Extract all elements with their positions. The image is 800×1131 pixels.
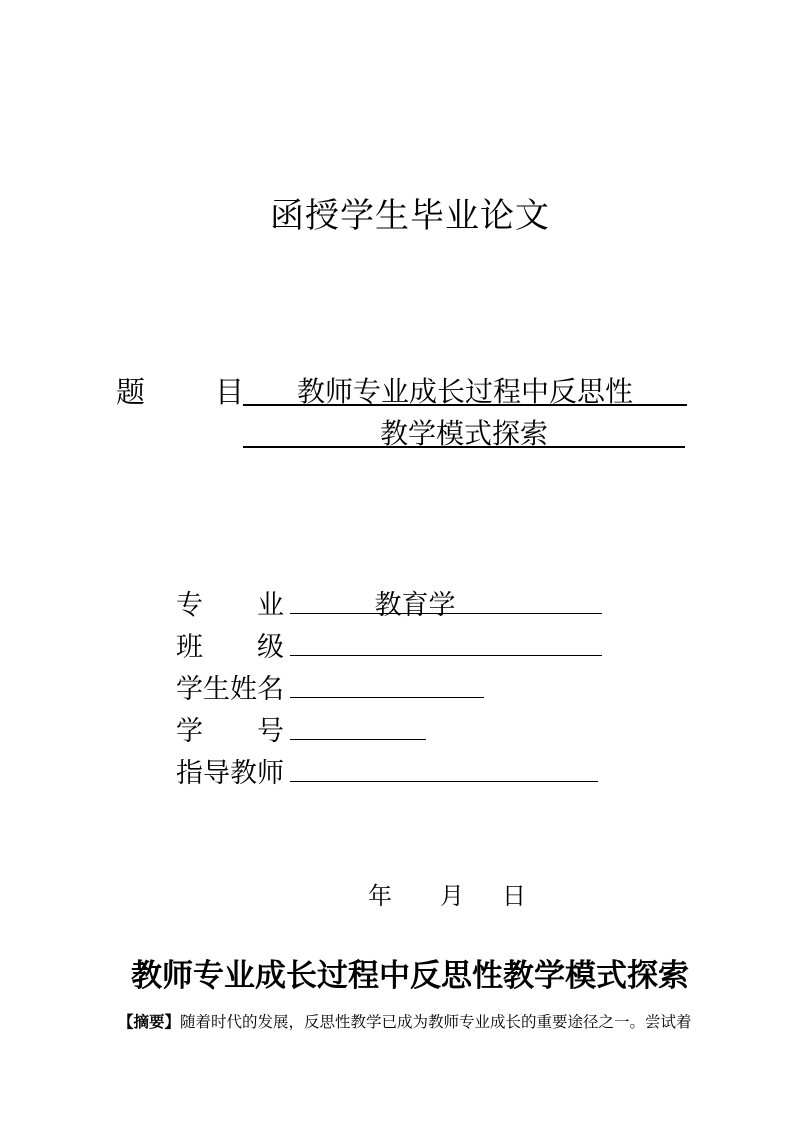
topic-label-first-char: 题	[116, 375, 146, 409]
date-year-label: 年	[368, 882, 392, 910]
topic-text-line-1: 教师专业成长过程中反思性	[296, 375, 633, 408]
student-name-label: 学生姓名	[176, 674, 284, 705]
advisor-label: 指导教师	[176, 758, 284, 789]
student-name-underline	[290, 667, 484, 698]
class-label: 班 级	[176, 632, 284, 663]
abstract-paragraph	[118, 1010, 692, 1032]
student-id-underline	[290, 709, 426, 740]
abstract-label: 【摘要】	[118, 1013, 181, 1031]
cover-title: 函授学生毕业论文	[270, 196, 550, 236]
class-underline	[290, 625, 602, 656]
topic-text-line-2: 教学模式探索	[379, 417, 548, 450]
advisor-underline	[290, 751, 598, 782]
abstract-text: 随着时代的发展，反思性教学已成为教师专业成长的重要途径之一。尝试着	[180, 1013, 692, 1031]
student-id-label: 学 号	[176, 716, 284, 747]
date-month-label: 月	[440, 882, 464, 910]
date-day-label: 日	[502, 882, 526, 910]
major-value: 教育学	[374, 590, 456, 621]
major-label: 专 业	[176, 590, 284, 621]
paper-heading: 教师专业成长过程中反思性教学模式探索	[131, 958, 689, 994]
topic-label-second-char: 目	[215, 375, 245, 409]
